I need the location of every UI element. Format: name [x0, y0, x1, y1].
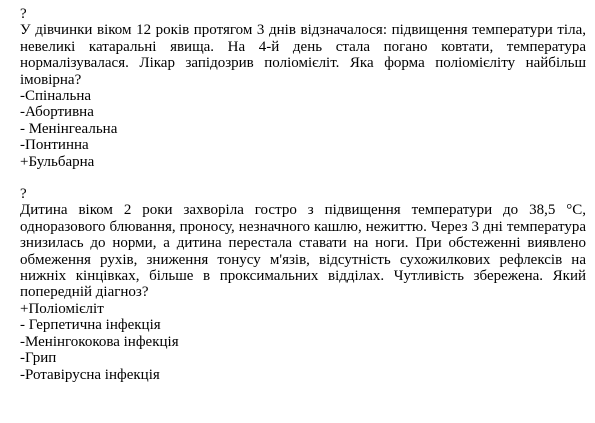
answer-option: -Грип: [20, 350, 57, 367]
answer-option: -Абортивна: [20, 104, 94, 121]
answer-option: -Спінальна: [20, 88, 92, 105]
answer-option-correct: +Бульбарна: [20, 153, 95, 170]
question-1: [20, 6, 586, 170]
answer-option: -Ротавірусна інфекція: [20, 366, 160, 383]
answer-option: -Понтинна: [20, 137, 89, 154]
answer-option: - Менінгеальна: [20, 120, 118, 137]
question-stem: Дитина віком 2 роки захворіла гостро з підвищення температури до 38,5 °С, одноразового блювання, проносу, незначного кашлю, нежиттю. Через 3 дні температура знизилась до норми, а дитина перестала ставати на ноги. При обстеженні виявлено обмеження рухів, зниження тонусу м'язів, відсутність сухожилкових рефлексів на нижніх кінцівках, більше в проксимальних відділах. Чутливість збережена. Який попередній діагноз?: [20, 202, 586, 301]
document-page: [20, 6, 586, 383]
question-marker: ?: [20, 6, 27, 22]
answer-option: - Герпетична інфекція: [20, 317, 161, 334]
question-marker: ?: [20, 186, 27, 203]
question-stem: У дівчинки віком 12 років протягом 3 днів відзначалося: підвищення температури тіла, невеликі катаральні явища. На 4-й день стала погано ковтати, температура нормалізувалася. Лікар запідозрив поліомієліт. Яка форма поліомієліту найбільш імовірна?: [20, 22, 586, 88]
answer-option-correct: +Поліомієліт: [20, 300, 104, 317]
answer-option: -Менінгококова інфекція: [20, 333, 179, 350]
answer-options: [20, 88, 586, 170]
question-2: [20, 186, 586, 383]
answer-options: [20, 301, 586, 383]
